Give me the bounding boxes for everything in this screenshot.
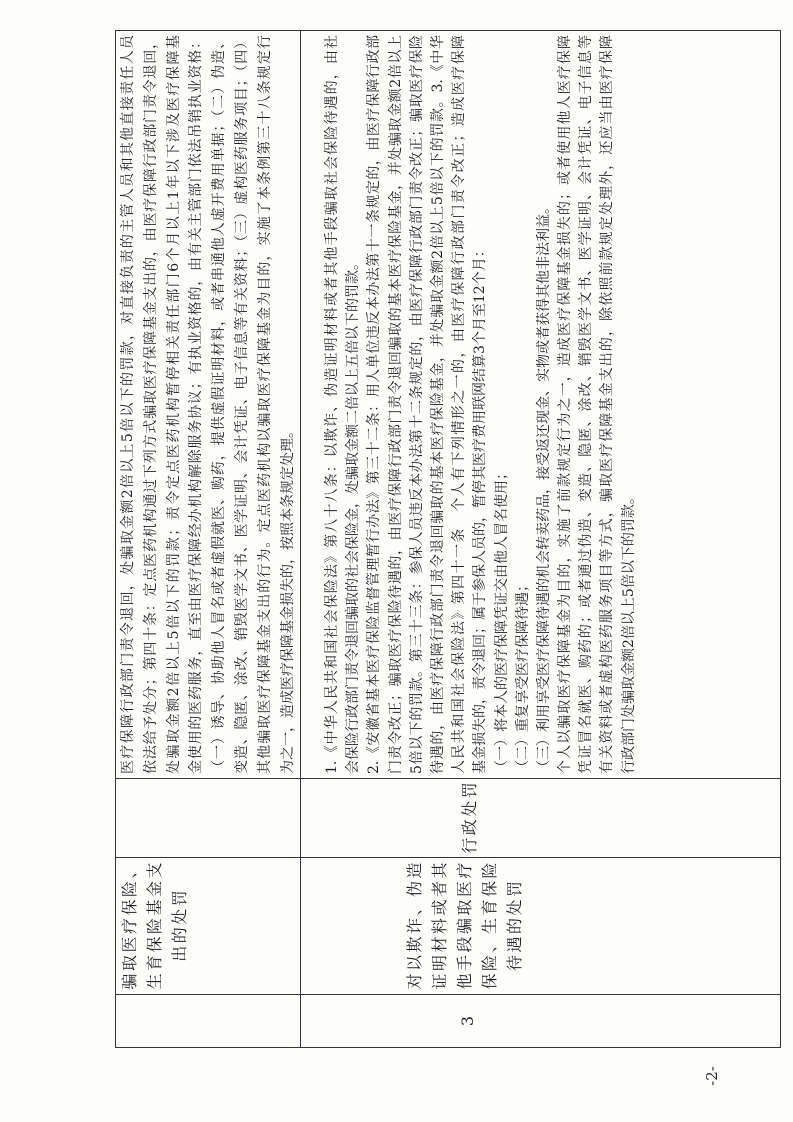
- penalty-type: 行政处罚: [460, 779, 479, 854]
- basis-line: 变造、隐匿、涂改、销毁医学文书、医学证明、会计凭证、电子信息等有关资料；（三）虚构医药服务项目；（四）: [233, 35, 250, 774]
- basis-line: （二）重复享受医疗保障待遇；: [514, 578, 531, 774]
- basis-line: 人民共和国社会保险法》第四十一条 个人有下列情形之一的，由医疗保障行政部门责令改正；造成医疗保障: [451, 35, 468, 774]
- row-1-item-cell: [115, 857, 301, 995]
- item-name-line: 对以欺诈、伪造: [405, 860, 424, 990]
- basis-line: （三）利用享受医疗保障待遇的机会转卖药品，接受返还现金、实物或者获得其他非法利益。: [535, 200, 552, 774]
- item-name-line: 证明材料或者其: [430, 860, 449, 990]
- row-number: 3: [458, 1015, 477, 1027]
- basis-line: 5倍以下的罚款。第三十三条：参保人员违反本办法第十二条规定的，由医疗保障行政部门责令改正；骗取医疗保险: [408, 35, 425, 774]
- basis-line: （一）诱导、协助他人冒名或者虚假就医、购药，提供虚假证明材料，或者串通他人虚开费用单据；（二）伪造、: [211, 35, 228, 774]
- basis-line: 待遇的，由医疗保障行政部门责令退回骗取的基本医疗保险基金，并处骗取金额2倍以上5倍以下的罚款。3.《中华: [429, 35, 446, 774]
- basis-line: 个人以骗取医疗保障基金为目的，实施了前款规定行为之一，造成医疗保障基金损失的；或者使用他人医疗保障: [557, 35, 574, 774]
- row-1-basis-cell: [115, 30, 301, 779]
- item-name-line: 出的处罚: [170, 887, 189, 962]
- item-name-line: 待遇的处罚: [505, 878, 524, 972]
- row-1-type-cell: [115, 778, 301, 858]
- basis-line: 其他骗取医疗保障基金支出的行为。定点医药机构以骗取医疗保障基金为目的，实施了本条例第三十八条规定行: [256, 35, 273, 774]
- basis-line: （一）将本人的医疗保障凭证交由他人冒名使用；: [493, 466, 510, 774]
- item-name-line: 保险、生育保险: [480, 860, 499, 990]
- basis-line: 有关资料或者虚构医药服务项目等方式，骗取医疗保障基金支出的，除依照前款规定处理外，还应当由医疗保障: [599, 35, 616, 774]
- row-1-number-cell: [115, 994, 301, 1048]
- row-3-item-cell: [300, 857, 781, 995]
- row-3-basis-cell: [300, 30, 781, 779]
- row-3-type-cell: [300, 778, 781, 858]
- page-number: -2-: [703, 1066, 721, 1086]
- item-name-line: 他手段骗取医疗: [455, 860, 474, 990]
- row-3-number-cell: [300, 994, 781, 1048]
- item-name-line: 生育保险基金支: [145, 860, 164, 990]
- basis-line: 1.《中华人民共和国社会保险法》第八十八条：以欺诈、伪造证明材料或者其他手段骗取社会保险待遇的，由社: [324, 35, 340, 774]
- basis-line: 门责令改正；骗取医疗保险待遇的，由医疗保障行政部门责令退回骗取的基本医疗保险基金，并处骗取金额2倍以上: [387, 35, 404, 774]
- basis-line: 行政部门处骗取金额2倍以上5倍以下的罚款。: [620, 490, 637, 774]
- penalty-table: [115, 30, 781, 1048]
- basis-line: 基金损失的，责令退回；属于参保人员的，暂停其医疗费用联网结算3个月至12个月：: [472, 243, 489, 774]
- basis-line: 为之一，造成医疗保障基金损失的，按照本条规定处理。: [279, 424, 296, 774]
- basis-line: 依法给予处分；第四十条：定点医药机构通过下列方式骗取医疗保障基金支出的，由医疗保障行政部门责令退回，: [142, 35, 159, 774]
- basis-line: 医疗保障行政部门责令退回，处骗取金额2倍以上5倍以下的罚款，对直接负责的主管人员和其他直接责任人员: [120, 35, 136, 774]
- item-name-line: 骗取医疗保险、: [120, 860, 139, 990]
- basis-line: 凭证冒名就医、购药的；或者通过伪造、变造、隐匿、涂改、销毁医学文书、医学证明、会计凭证、电子信息等: [578, 35, 595, 774]
- basis-line: 2.《安徽省基本医疗保险监督管理暂行办法》第三十二条：用人单位违反本办法第十一条规定的，由医疗保障行政部: [366, 35, 383, 774]
- basis-line: 处骗取金额2倍以上5倍以下的罚款；责令定点医药机构暂停相关责任部门6个月以上1年以下涉及医疗保障基: [165, 35, 182, 774]
- basis-line: 金使用的医药服务，直至由医疗保障经办机构解除服务协议；有执业资格的，由有关主管部门依法吊销执业资格：: [188, 35, 205, 774]
- basis-line: 会保险行政部门责令退回骗取的社会保险金，处骗取金额二倍以上五倍以下的罚款。: [345, 256, 362, 774]
